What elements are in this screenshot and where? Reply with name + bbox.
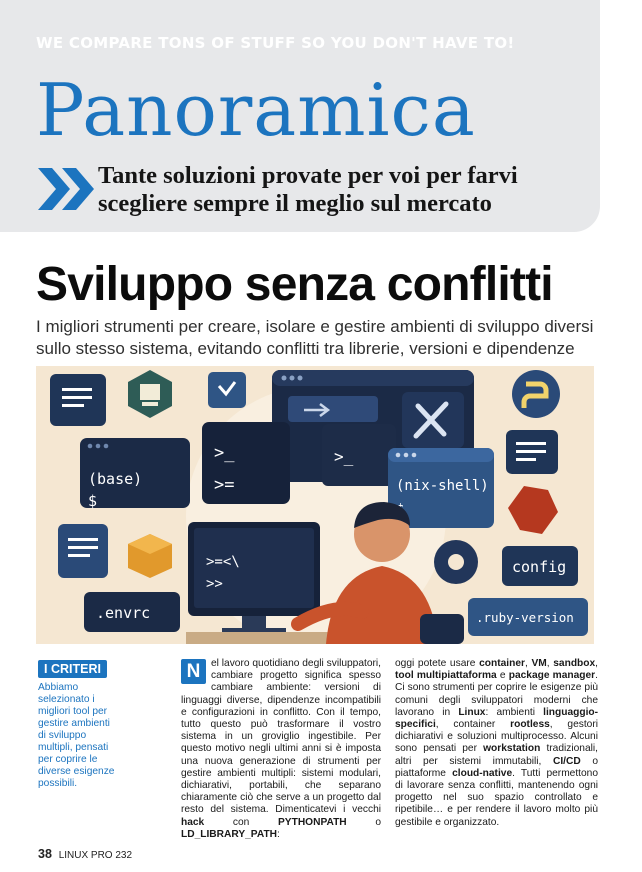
prompt-glyph: >_ [214,443,235,463]
document-icon [50,374,106,426]
double-chevron-icon [36,166,98,212]
prompt-base-label: (base) [88,470,143,488]
criteria-heading: I CRITERI [38,660,107,678]
document-icon [58,524,108,578]
monitor-code-line: >=<\ [206,554,240,570]
section-subtitle: Tante soluzioni provate per voi per farvi scegliere sempre il meglio sul mercato [98,162,518,217]
bold-term: VM [531,658,547,669]
prompt-dollar-label: $ [88,492,98,510]
bold-term: Linux [458,706,486,718]
bold-term: package manager [508,670,596,682]
section-title: Panoramica [36,68,476,152]
bold-term: rootless [510,719,550,731]
bold-term: PYTHONPATH [278,816,347,828]
criteria-sidebar [38,660,116,790]
bold-term: workstation [483,743,541,755]
drop-cap: N [181,659,206,684]
config-label: config [512,558,567,576]
prompt-glyph: >_ [334,447,354,466]
column-2-text: oggi potete usare container, VM, sandbox, tool multipiattaforma e package manager. Ci sono strumenti per coprire le esigenze più comuni degli sviluppatori moderni che lavorano in Linux: ambienti linguaggio-specifici, container rootless, gestori dichiarativi e soluzioni multiprocesso. Alcuni sono pensati per workstation tradizionali, altri per sistemi immutabili, CI/CD o piattaforme cloud-native. Tutti permettono di lavorare senza conflitti, mantenendo ogni progetto nel suo spazio controllato e ripetibile… e per rendere il lavoro molto più gestibile e organizzato. [395,658,599,828]
column-1-text: el lavoro quotidiano degli sviluppatori, cambiare progetto significa spesso cambiare ambiente: versioni di linguaggi diverse, dipendenze incompatibili e configurazioni in conflitto. Con il tempo, tutto questo può trasformare il vostro sistema in un groviglio ingestibile. Per questo motivo negli ultimi anni si è imposta una nuova generazione di strumenti per gestire ambienti multipli: sistemi modulari, dichiarativi, portabili, che separano chiaramente ciò che serve a un progetto dal resto del sistema. Dimenticatevi i vecchi hack con PYTHONPATH o LD_LIBRARY_PATH: [181,658,382,840]
code-card-icon [208,372,246,408]
bold-term: cloud-native [452,767,513,779]
hero-illustration [36,366,594,644]
criteria-text: Abbiamo selezionato i migliori tool per gestire ambienti di sviluppo multipli, pensati per coprire le diverse esigenze possibili. [38,682,115,789]
article-deck: I migliori strumenti per creare, isolare e gestire ambienti di sviluppo diversi sullo stesso sistema, evitando conflitti tra librerie, versioni e dipendenze [36,317,594,358]
bold-term: CI/CD [552,755,581,767]
ruby-version-label: .ruby-version [476,610,574,625]
bold-term: sandbox [553,658,596,669]
body-column-1 [181,658,381,841]
nix-shell-label: (nix-shell) [396,478,489,494]
monitor-code-line: >> [206,576,223,592]
issue-label: LINUX PRO 232 [58,850,133,861]
body-column-2 [395,658,598,829]
bold-term: container [479,658,525,669]
article-title: Sviluppo senza conflitti [36,258,553,311]
bold-term: tool multipiattaforma [395,670,497,682]
page-number: 38 [38,847,52,861]
envrc-label: .envrc [96,604,151,622]
magazine-tagline: WE COMPARE TONS OF STUFF SO YOU DON'T HAVE TO! [36,34,515,52]
header-band [0,0,600,232]
bold-term: hack [181,816,205,828]
bold-term: LD_LIBRARY_PATH [181,828,278,840]
bold-term: linguaggio-specifici [395,706,599,731]
prompt-glyph: >= [214,475,235,495]
page-footer [38,847,132,861]
